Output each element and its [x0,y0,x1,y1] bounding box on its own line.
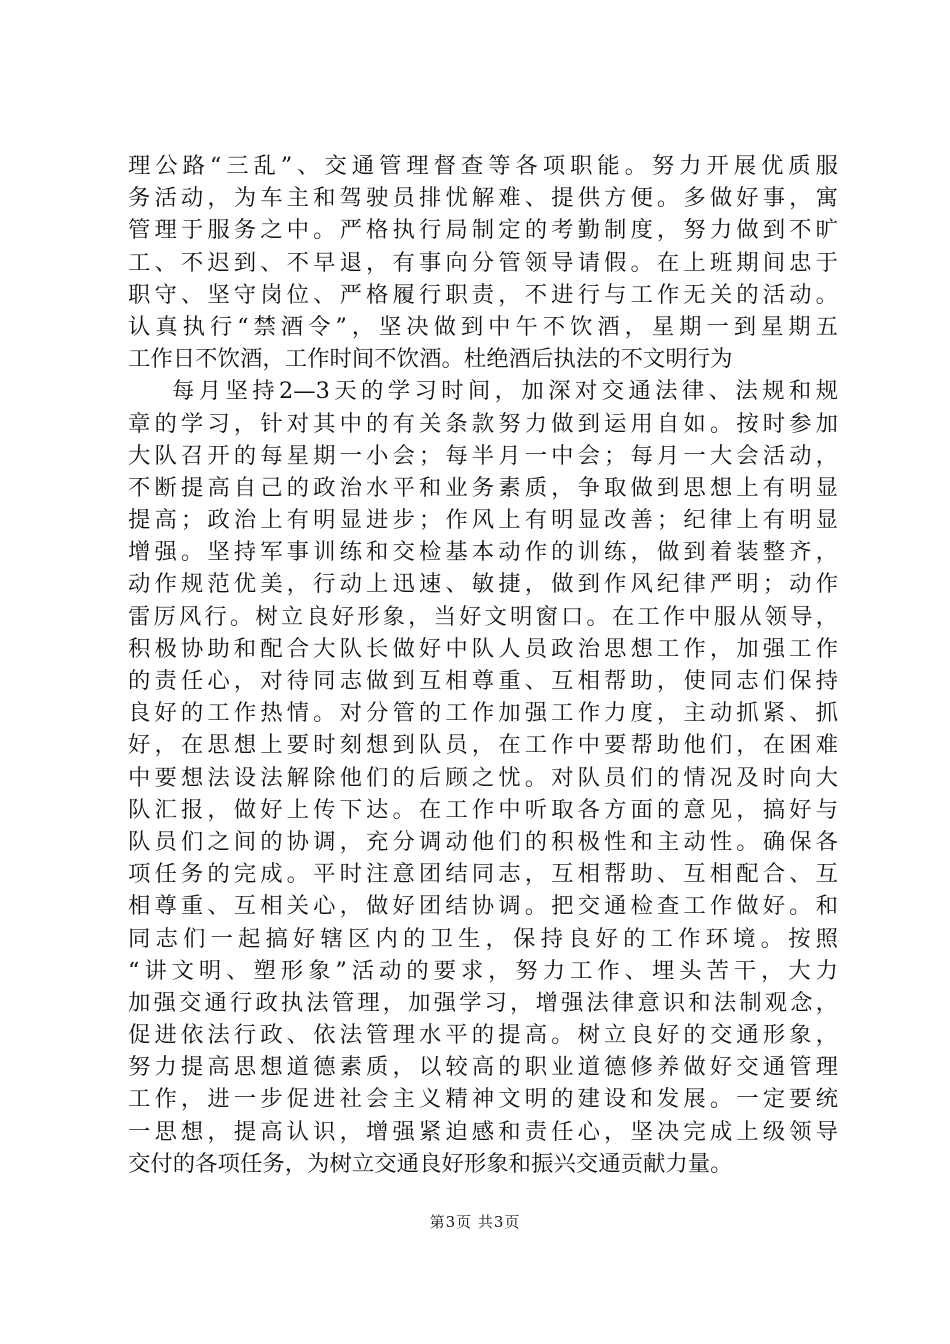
text-line: 好，在思想上要时刻想到队员，在工作中要帮助他们，在困难 [128,732,838,759]
text-line: 理公路“三乱”、交通管理督查等各项职能。努力开展优质服 [128,153,838,179]
text-line: 的责任心，对待同志做到互相尊重、互相帮助，使同志们保持 [128,668,838,694]
text-line: 中要想法设法解除他们的后顾之忧。对队员们的情况及时向大 [128,764,838,791]
text-line: 管理于服务之中。严格执行局制定的考勤制度，努力做到不旷 [128,217,838,244]
text-line: 职守、坚守岗位、严格履行职责，不进行与工作无关的活动。 [128,281,838,308]
text-line: 积极协助和配合大队长做好中队人员政治思想工作，加强工作 [128,635,838,662]
text-line: 务活动，为车主和驾驶员排忧解难、提供方便。多做好事，寓 [128,185,838,212]
text-line: 章的学习，针对其中的有关条款努力做到运用自如。按时参加 [128,410,838,437]
text-line: 认真执行“禁酒令”，坚决做到中午不饮酒，星期一到星期五 [128,313,838,340]
page-number-footer: 第3页 共3页 [429,1213,521,1231]
text-line: 大队召开的每星期一小会；每半月一中会；每月一大会活动， [128,442,838,469]
text-line: 增强。坚持军事训练和交检基本动作的训练，做到着装整齐， [128,539,838,566]
text-line: 队汇报，做好上传下达。在工作中听取各方面的意见，搞好与 [128,796,838,823]
text-line: 相尊重、互相关心，做好团结协调。把交通检查工作做好。和 [128,893,838,920]
text-line: 交付的各项任务，为树立交通良好形象和振兴交通贡献力量。 [128,1150,733,1177]
text-line: 动作规范优美，行动上迅速、敏捷，做到作风纪律严明；动作 [128,571,838,598]
text-line: 雷厉风行。树立良好形象，当好文明窗口。在工作中服从领导， [128,603,838,630]
body-text [128,150,838,1180]
text-line: “讲文明、塑形象”活动的要求，努力工作、埋头苦干，大力 [128,957,838,984]
text-line: 工、不迟到、不早退，有事向分管领导请假。在上班期间忠于 [128,249,838,276]
text-line: 促进依法行政、依法管理水平的提高。树立良好的交通形象， [128,1022,838,1049]
paragraph-first-line: 每月坚持2—3天的学习时间，加深对交通法律、法规和规 [172,378,838,405]
text-line: 不断提高自己的政治水平和业务素质，争取做到思想上有明显 [128,474,838,501]
text-line: 一思想，提高认识，增强紧迫感和责任心，坚决完成上级领导 [128,1118,838,1145]
text-line: 同志们一起搞好辖区内的卫生，保持良好的工作环境。按照 [128,925,838,952]
text-line: 努力提高思想道德素质，以较高的职业道德修养做好交通管理 [128,1054,838,1081]
text-line: 提高；政治上有明显进步；作风上有明显改善；纪律上有明显 [128,507,838,534]
text-line: 工作日不饮酒，工作时间不饮酒。杜绝酒后执法的不文明行为 [128,346,733,373]
text-line: 加强交通行政执法管理，加强学习，增强法律意识和法制观念， [128,989,838,1016]
text-line: 良好的工作热情。对分管的工作加强工作力度，主动抓紧、抓 [128,700,838,727]
text-line: 工作，进一步促进社会主义精神文明的建设和发展。一定要统 [128,1086,838,1113]
text-line: 队员们之间的协调，充分调动他们的积极性和主动性。确保各 [128,828,838,855]
text-line: 项任务的完成。平时注意团结同志，互相帮助、互相配合、互 [128,861,838,888]
